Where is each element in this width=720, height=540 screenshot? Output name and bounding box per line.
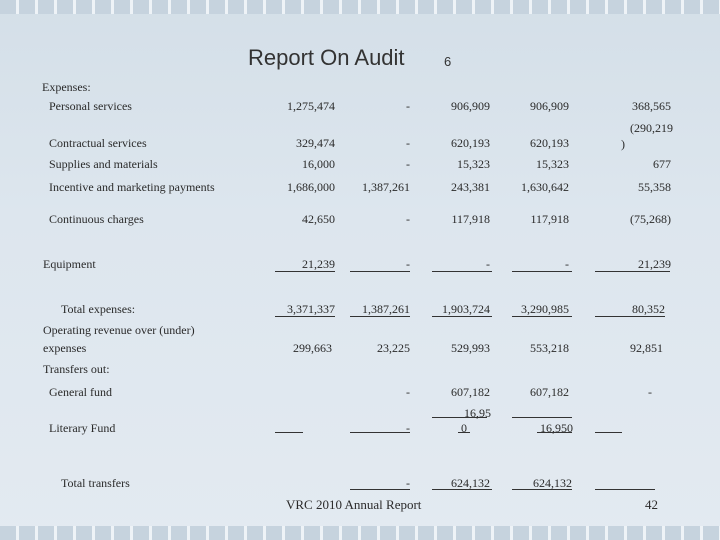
cell-total-expenses-c2: 1,387,261 [362,302,410,316]
footer-report-name: VRC 2010 Annual Report [286,497,422,512]
row-label-op-revenue-2: expenses [43,341,87,355]
cell-total-expenses-c3: 1,903,724 [442,302,490,316]
overline-literary-c3 [432,417,487,418]
row-label-supplies: Supplies and materials [49,157,158,171]
overline-literary-c4 [512,417,572,418]
cell-continuous-c2: - [406,212,410,226]
underline-literary-c3 [458,432,470,433]
transfers-out-heading: Transfers out: [43,362,110,376]
row-label-personal-services: Personal services [49,99,132,113]
cell-literary-fund-c3: 16,95 [464,406,491,420]
cell-continuous-c1: 42,650 [302,212,335,226]
cell-contractual-c5: (290,219 [630,121,673,135]
underline-literary-c1 [275,432,303,433]
cell-incentive-c1: 1,686,000 [287,180,335,194]
row-label-total-transfers: Total transfers [61,476,130,490]
cell-personal-services-c2: - [406,99,410,113]
bottom-decorative-bar [0,526,720,540]
cell-supplies-c5: 677 [653,157,671,171]
cell-literary-fund-c3-wrap: 0 [461,421,467,435]
underline-total-transfers-c3 [432,489,492,490]
row-label-general-fund: General fund [49,385,112,399]
cell-total-transfers-c4: 624,132 [533,476,572,490]
cell-op-revenue-c5: 92,851 [630,341,663,355]
cell-general-fund-c5: - [648,385,652,399]
row-label-continuous: Continuous charges [49,212,144,226]
row-label-incentive: Incentive and marketing payments [49,180,215,194]
cell-personal-services-c4: 906,909 [530,99,569,113]
row-label-contractual-services: Contractual services [49,136,147,150]
cell-continuous-c4: 117,918 [530,212,569,226]
underline-total-expenses-c4 [512,316,572,317]
cell-continuous-c5: (75,268) [630,212,671,226]
cell-equipment-c1: 21,239 [302,257,335,271]
cell-supplies-c1: 16,000 [302,157,335,171]
top-decorative-bar [0,0,720,14]
cell-incentive-c5: 55,358 [638,180,671,194]
cell-literary-fund-c2: - [406,421,410,435]
cell-total-transfers-c3: 624,132 [451,476,490,490]
row-label-equipment: Equipment [43,257,96,271]
cell-personal-services-c3: 906,909 [451,99,490,113]
expenses-heading: Expenses: [42,80,91,94]
cell-equipment-c3: - [486,257,490,271]
underline-total-expenses-c3 [432,316,492,317]
cell-op-revenue-c2: 23,225 [377,341,410,355]
slide-title: Report On Audit [248,45,405,70]
underline-total-transfers-c4 [512,489,572,490]
cell-supplies-c2: - [406,157,410,171]
footer-page-number: 42 [645,497,658,512]
cell-incentive-c3: 243,381 [451,180,490,194]
row-label-op-revenue-1: Operating revenue over (under) [43,323,195,337]
cell-general-fund-c2: - [406,385,410,399]
cell-equipment-c4: - [565,257,569,271]
cell-contractual-c4: 620,193 [530,136,569,150]
cell-supplies-c4: 15,323 [536,157,569,171]
cell-general-fund-c3: 607,182 [451,385,490,399]
cell-total-expenses-c5: 80,352 [632,302,665,316]
underline-equipment-c3 [432,271,492,272]
cell-continuous-c3: 117,918 [451,212,490,226]
row-label-literary-fund: Literary Fund [49,421,116,435]
underline-total-transfers-c5 [595,489,655,490]
cell-contractual-c1: 329,474 [296,136,335,150]
cell-supplies-c3: 15,323 [457,157,490,171]
underline-equipment-c2 [350,271,410,272]
slide-number: 6 [444,54,452,69]
cell-total-transfers-c2: - [406,476,410,490]
cell-personal-services-c1: 1,275,474 [287,99,335,113]
underline-equipment-c4 [512,271,572,272]
underline-literary-c5 [595,432,622,433]
underline-literary-c4 [537,432,572,433]
cell-op-revenue-c3: 529,993 [451,341,490,355]
underline-equipment-c5 [595,271,670,272]
underline-total-expenses-c5 [595,316,665,317]
cell-contractual-c2: - [406,136,410,150]
cell-incentive-c4: 1,630,642 [521,180,569,194]
underline-literary-c2 [350,432,410,433]
cell-general-fund-c4: 607,182 [530,385,569,399]
underline-total-expenses-c2 [350,316,410,317]
cell-op-revenue-c4: 553,218 [530,341,569,355]
cell-contractual-c3: 620,193 [451,136,490,150]
cell-literary-fund-c4: 16,950 [540,421,573,435]
cell-total-expenses-c1: 3,371,337 [287,302,335,316]
underline-equipment-c1 [275,271,335,272]
cell-equipment-c2: - [406,257,410,271]
cell-op-revenue-c1: 299,663 [293,341,332,355]
underline-total-expenses-c1 [275,316,335,317]
cell-personal-services-c5: 368,565 [632,99,671,113]
cell-total-expenses-c4: 3,290,985 [521,302,569,316]
cell-incentive-c2: 1,387,261 [362,180,410,194]
cell-equipment-c5: 21,239 [638,257,671,271]
row-label-total-expenses: Total expenses: [61,302,136,316]
cell-contractual-c5-paren: ) [621,137,625,151]
underline-total-transfers-c2 [350,489,410,490]
